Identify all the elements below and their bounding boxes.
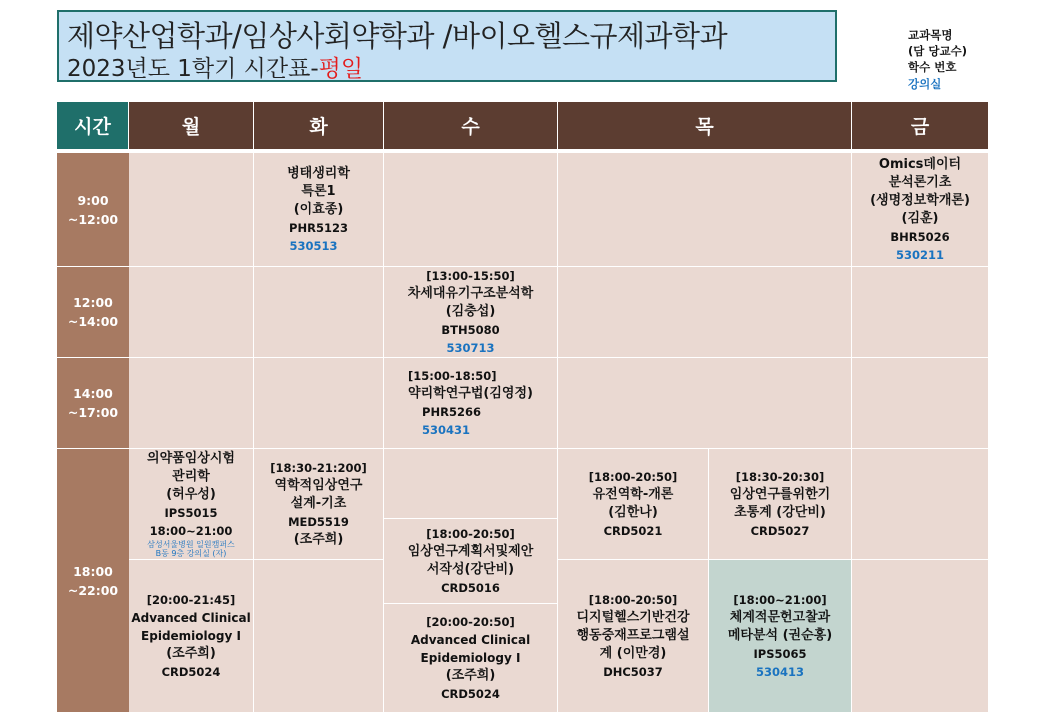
empty-cell bbox=[384, 153, 558, 267]
course-professor: (김충섭) bbox=[445, 304, 496, 319]
empty-cell bbox=[852, 449, 988, 560]
header-wednesday: 수 bbox=[384, 102, 558, 149]
course-title: 병태생리학 bbox=[287, 165, 350, 181]
empty-cell bbox=[852, 560, 988, 712]
course-room: 530513 bbox=[289, 238, 338, 253]
course-professor: (김훈) bbox=[901, 210, 939, 226]
course-title-2: 메타분석 (권순홍) bbox=[727, 628, 833, 643]
empty-cell bbox=[558, 358, 852, 449]
course-title: 디지털헬스기반건강 bbox=[576, 610, 690, 625]
course-time: [18:30-21:200] bbox=[270, 461, 367, 475]
time-slot-2-start: 12:00 bbox=[73, 295, 113, 310]
course-time: [13:00-15:50] bbox=[426, 269, 515, 283]
empty-cell bbox=[254, 358, 384, 449]
empty-cell bbox=[852, 267, 988, 358]
empty-cell bbox=[254, 267, 384, 358]
course-title-2: Epidemiology I bbox=[141, 629, 241, 643]
course-code: PHR5266 bbox=[422, 405, 481, 419]
course-professor: (허우성) bbox=[166, 487, 216, 502]
course-title: Advanced Clinical bbox=[410, 633, 531, 647]
course-time: 18:00~21:00 bbox=[149, 524, 233, 538]
course-pharmacology-methods[interactable] bbox=[384, 358, 558, 449]
empty-cell bbox=[558, 153, 852, 267]
course-title: Omics데이터 bbox=[878, 156, 962, 172]
time-slot-2 bbox=[57, 267, 129, 358]
course-basic-statistics[interactable] bbox=[709, 449, 852, 560]
course-code: IPS5065 bbox=[753, 647, 807, 661]
course-location-note-2: B동 9층 강의실 (자) bbox=[155, 549, 227, 558]
course-room: 530713 bbox=[446, 341, 495, 355]
time-slot-1-end: ~12:00 bbox=[67, 211, 119, 227]
course-code: CRD5024 bbox=[161, 665, 221, 679]
course-time: [18:00-20:50] bbox=[588, 593, 678, 607]
course-code: CRD5021 bbox=[603, 524, 663, 538]
empty-cell bbox=[254, 560, 384, 712]
course-professor: (조주희) bbox=[166, 646, 216, 661]
empty-cell bbox=[129, 358, 254, 449]
course-professor: (조주희) bbox=[445, 668, 496, 683]
empty-cell bbox=[129, 153, 254, 267]
course-genetic-epidemiology[interactable] bbox=[558, 449, 709, 560]
course-title-2: Epidemiology I bbox=[420, 651, 521, 665]
course-time: [18:00~21:00] bbox=[733, 593, 827, 607]
legend-professor: (담 당교수) bbox=[908, 44, 967, 58]
course-systematic-review[interactable] bbox=[709, 560, 852, 712]
empty-cell bbox=[129, 267, 254, 358]
course-room: 530431 bbox=[422, 423, 471, 437]
course-omics[interactable] bbox=[852, 153, 988, 267]
course-code: PHR5123 bbox=[289, 220, 348, 235]
course-professor: (조주희) bbox=[293, 532, 344, 547]
title-line-2-prefix: 2023년도 1학기 시간표- bbox=[67, 56, 319, 82]
time-slot-3-end: ~17:00 bbox=[67, 405, 119, 420]
course-time: [20:00-21:45] bbox=[146, 593, 236, 607]
course-structure-analysis[interactable] bbox=[384, 267, 558, 358]
course-title-2: 특론1 bbox=[301, 183, 336, 199]
course-epidemiologic-design[interactable] bbox=[254, 449, 384, 560]
course-clinical-epidemiology[interactable] bbox=[129, 560, 254, 712]
course-code: BTH5080 bbox=[441, 323, 500, 337]
course-code: MED5519 bbox=[288, 515, 349, 529]
header-friday: 금 bbox=[852, 102, 988, 149]
title-line-2-emphasis: 평일 bbox=[318, 56, 364, 82]
time-slot-4-end: ~22:00 bbox=[67, 582, 119, 598]
empty-cell bbox=[558, 267, 852, 358]
course-code: CRD5027 bbox=[750, 524, 810, 538]
course-title: 차세대유기구조분석학 bbox=[407, 286, 534, 301]
time-slot-4 bbox=[57, 449, 129, 712]
course-title-2: 초통계 (강단비) bbox=[734, 505, 826, 520]
empty-cell bbox=[384, 449, 558, 519]
course-professor: (김한나) bbox=[608, 505, 658, 520]
course-time: [18:00-20:50] bbox=[588, 470, 678, 484]
course-professor: 계 (이만경) bbox=[599, 646, 667, 661]
course-code: BHR5026 bbox=[890, 229, 950, 244]
header-monday: 월 bbox=[129, 102, 254, 149]
time-slot-4-start: 18:00 bbox=[73, 563, 113, 579]
course-title: 유전역학-개론 bbox=[592, 487, 674, 502]
legend bbox=[908, 27, 967, 93]
course-room: 530211 bbox=[895, 247, 944, 262]
course-time: [18:00-20:50] bbox=[426, 527, 515, 541]
course-title: 임상연구를위한기 bbox=[729, 487, 831, 502]
legend-room: 강의실 bbox=[908, 77, 942, 91]
header-time: 시간 bbox=[57, 102, 129, 149]
course-code: DHC5037 bbox=[603, 665, 663, 679]
course-location-note: 삼성서울병원 일원캠퍼스 bbox=[147, 540, 235, 549]
course-time: [18:30-20:30] bbox=[735, 470, 825, 484]
course-title-2: 설계-기초 bbox=[290, 496, 347, 511]
title-line-1: 제약산업학과/임상사회약학과 /바이오헬스규제과학과 bbox=[67, 19, 728, 53]
course-title-2: 분석론기초 bbox=[888, 174, 952, 190]
course-code: IPS5015 bbox=[164, 506, 218, 520]
title-line-2 bbox=[67, 50, 363, 83]
course-time: [15:00-18:50] bbox=[408, 369, 497, 383]
course-professor: (이효종) bbox=[293, 201, 344, 217]
empty-cell bbox=[852, 358, 988, 449]
title-box bbox=[57, 10, 837, 82]
course-title: 체계적문헌고찰과 bbox=[729, 610, 831, 625]
time-slot-1 bbox=[57, 153, 129, 267]
legend-course-code: 학수 번호 bbox=[908, 60, 957, 74]
course-subtitle: (생명정보학개론) bbox=[870, 192, 970, 208]
time-slot-3 bbox=[57, 358, 129, 449]
course-title: 역학적임상연구 bbox=[274, 478, 363, 493]
course-time: [20:00-20:50] bbox=[426, 615, 515, 629]
course-title: 약리학연구법(김영정) bbox=[408, 386, 533, 401]
time-slot-1-start: 9:00 bbox=[77, 192, 109, 208]
course-clinical-trial-management[interactable] bbox=[129, 449, 254, 560]
course-digital-health[interactable] bbox=[558, 560, 709, 712]
legend-course-name: 교과목명 bbox=[908, 28, 953, 42]
time-slot-2-end: ~14:00 bbox=[67, 314, 119, 329]
course-room: 530413 bbox=[755, 665, 804, 679]
course-pathophysiology[interactable] bbox=[254, 153, 384, 267]
header-tuesday: 화 bbox=[254, 102, 384, 149]
course-title-2: 서작성(강단비) bbox=[426, 562, 515, 577]
course-title: 임상연구계획서및제안 bbox=[407, 544, 534, 559]
course-code: CRD5024 bbox=[441, 687, 500, 701]
course-title: Advanced Clinical bbox=[131, 611, 251, 625]
header-thursday: 목 bbox=[558, 102, 852, 149]
course-title-2: 관리학 bbox=[172, 469, 210, 484]
course-code: CRD5016 bbox=[441, 581, 500, 595]
course-clinical-epidemiology-wed[interactable] bbox=[384, 604, 558, 712]
course-title: 의약품임상시험 bbox=[147, 451, 235, 466]
course-protocol-writing[interactable] bbox=[384, 519, 558, 604]
time-slot-3-start: 14:00 bbox=[73, 386, 113, 401]
course-title-2: 행동중재프로그램설 bbox=[576, 628, 690, 643]
